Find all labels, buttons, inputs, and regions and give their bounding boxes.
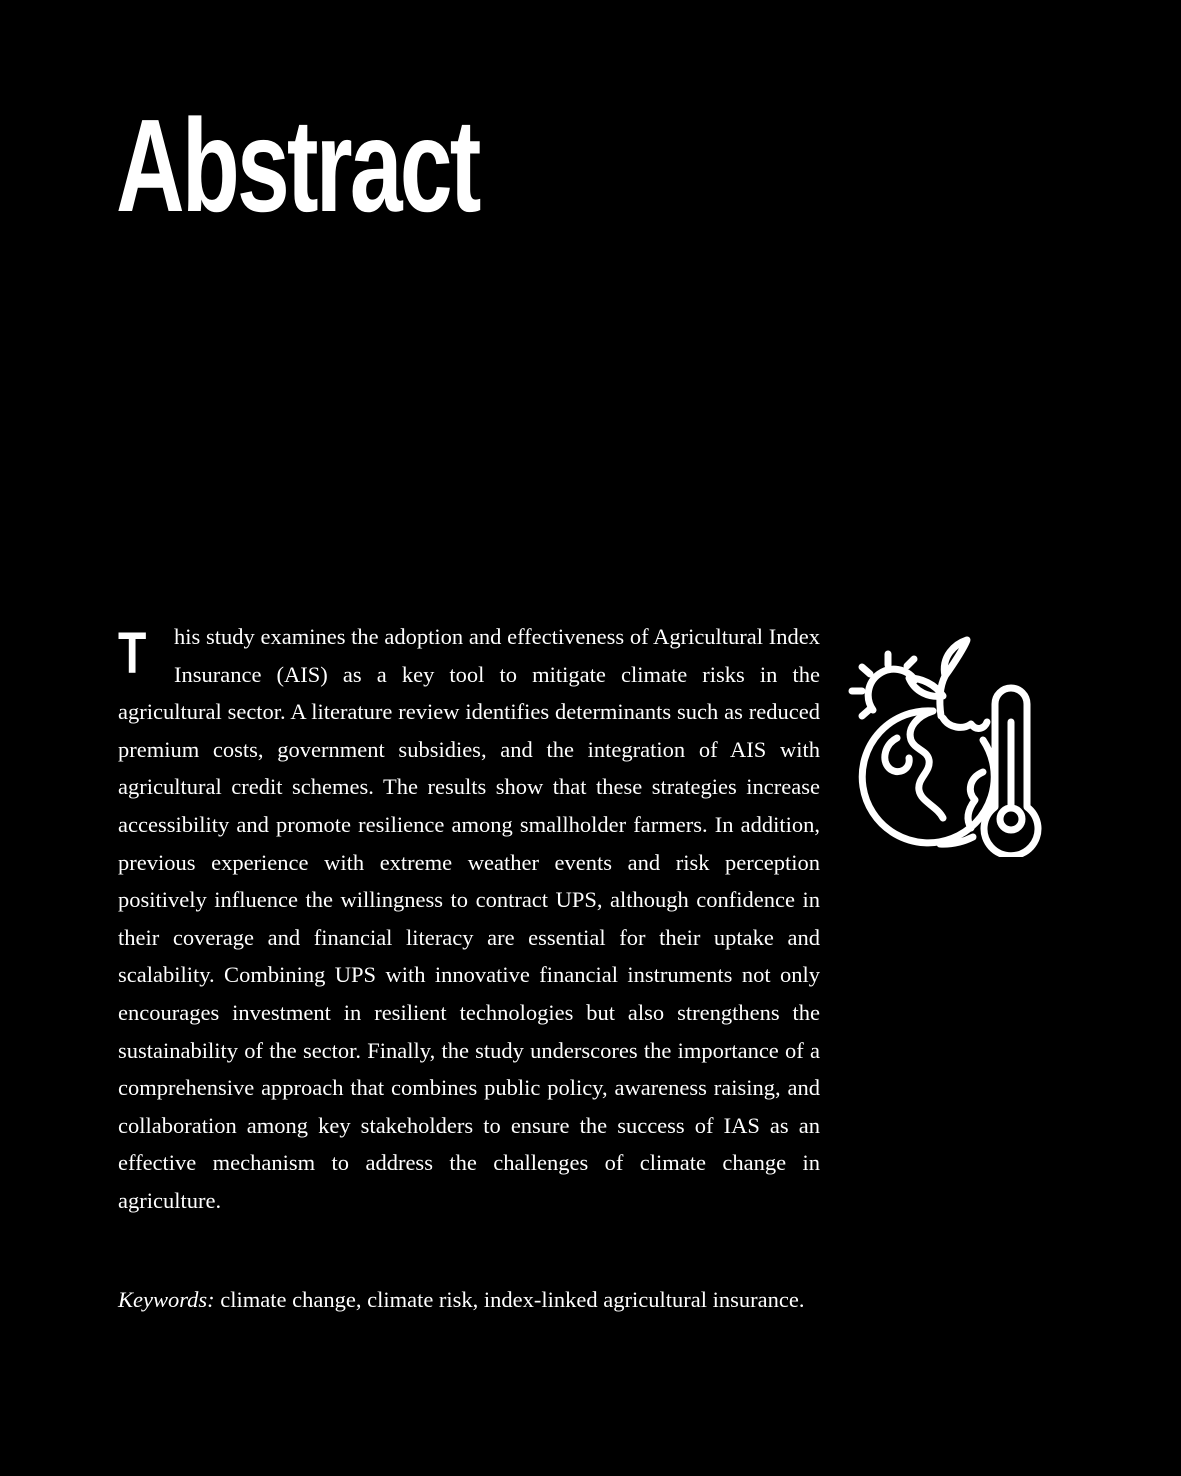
climate-change-icon [845, 632, 1050, 857]
keywords-label: Keywords: [118, 1287, 215, 1312]
keywords [118, 1281, 820, 1319]
continent-shape [910, 711, 943, 818]
abstract-text: his study examines the adoption and effectiveness of Agricultural Index Insurance (AIS) as a key tool to mitigate climate risks in the agricultural sector. A literature review identifies determinants such as reduced premium costs, government subsidies, and the integration of AIS with agricultural credit schemes. The results show that these strategies increase accessibility and promote resilience among smallholder farmers. In addition, previous experience with extreme weather events and risk perception positively influence the willingness to contract UPS, although confidence in their coverage and financial literacy are essential for their uptake and scalability. Combining UPS with innovative financial instruments not only encourages investment in resilient technologies but also strengthens the sustainability of the sector. Finally, the study underscores the importance of a comprehensive approach that combines public policy, awareness raising, and collaboration among key stakeholders to ensure the success of IAS as an effective mechanism to address the challenges of climate change in agriculture. [118, 624, 820, 1213]
keywords-text: climate change, climate risk, index-linked agricultural insurance. [220, 1287, 805, 1312]
sun-ray [862, 709, 870, 716]
page-title: Abstract [116, 92, 479, 239]
continent-shape [943, 718, 987, 728]
continent-shape [885, 738, 909, 772]
sun-ray [862, 667, 870, 674]
leaf-icon [909, 678, 943, 696]
sun-ray [907, 659, 914, 666]
leaf-icon [944, 640, 967, 676]
drop-cap: T [118, 621, 147, 686]
abstract-paragraph [118, 618, 820, 1220]
